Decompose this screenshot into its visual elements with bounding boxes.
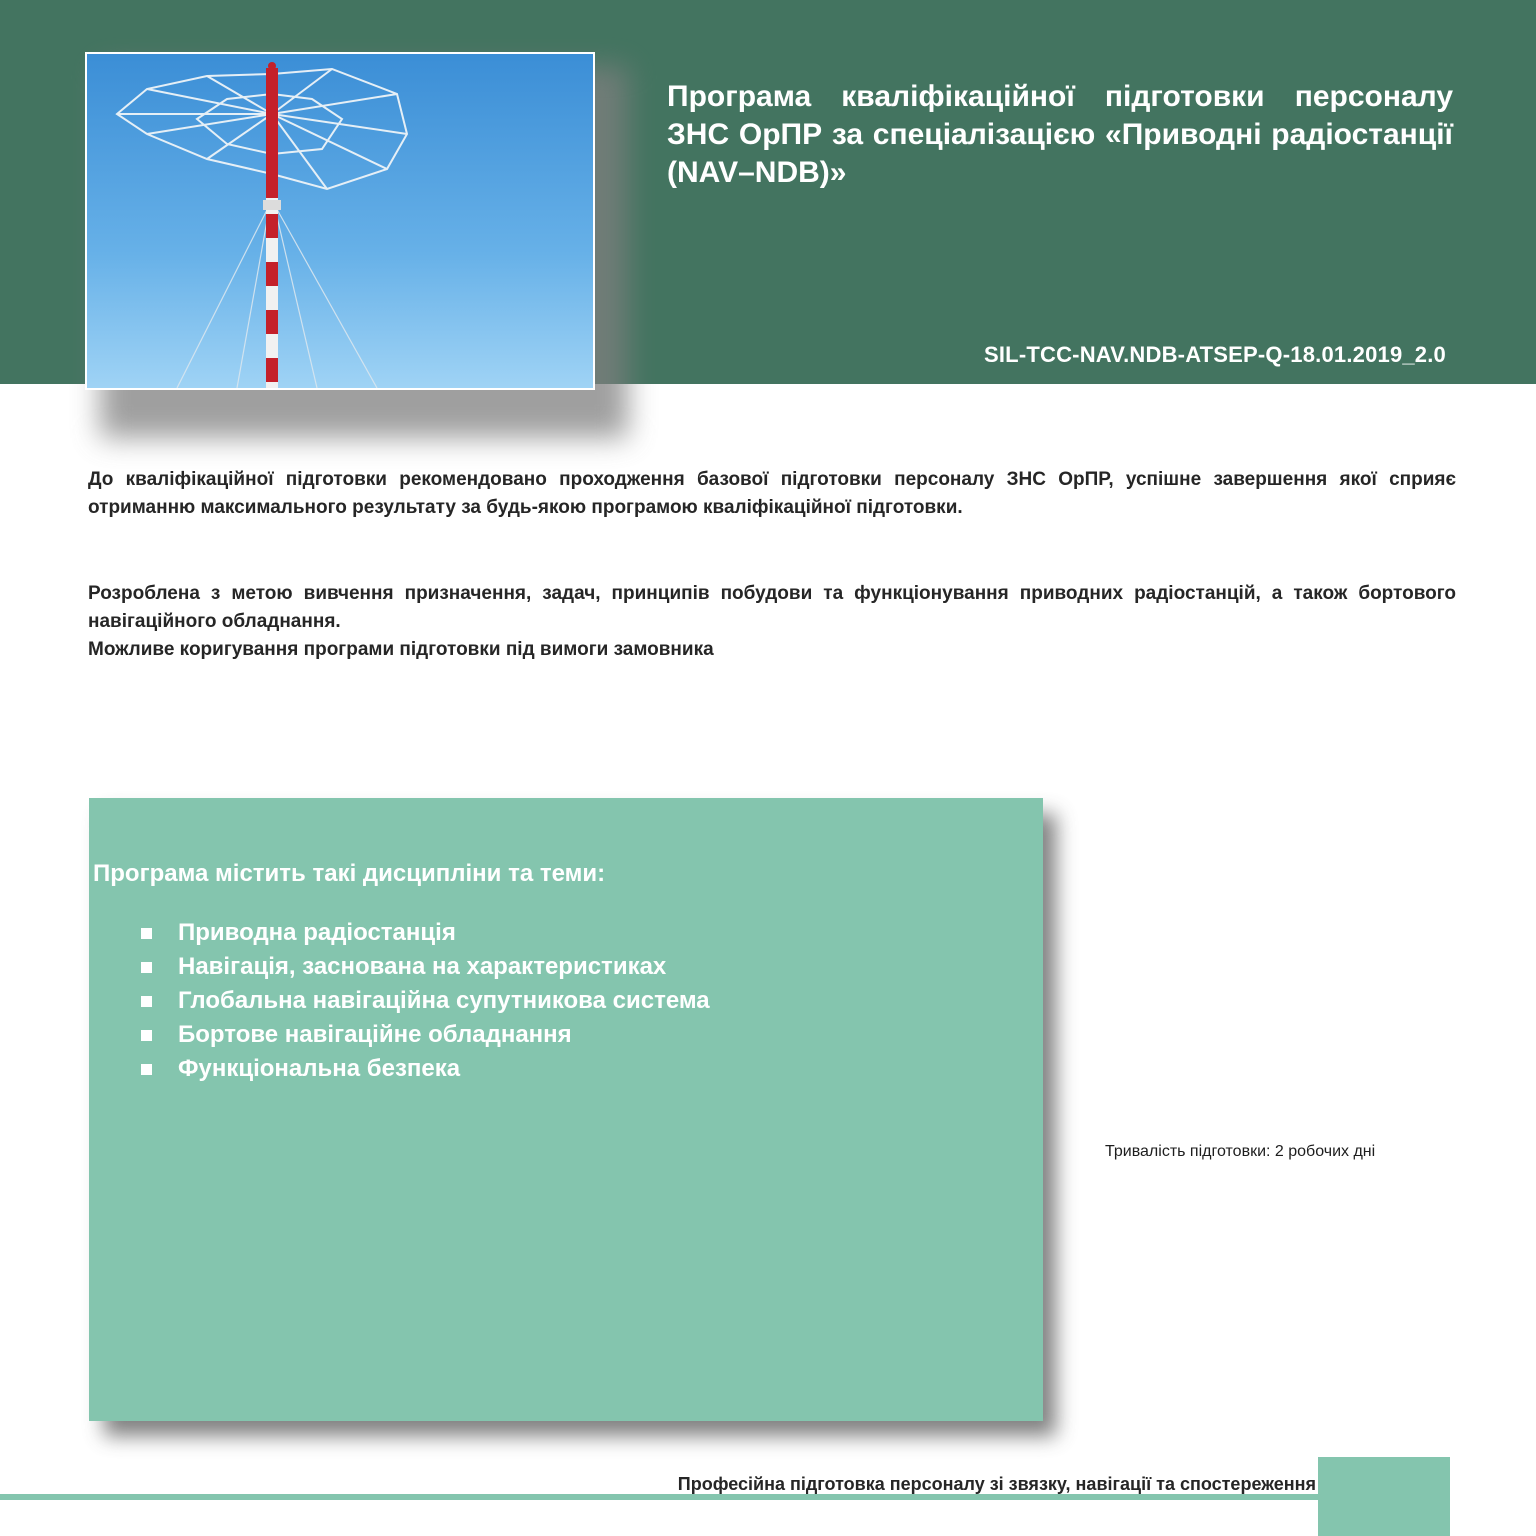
- list-item: [141, 950, 710, 984]
- topic-label: Приводна радіостанція: [178, 919, 456, 946]
- topic-label: Бортове навігаційне обладнання: [178, 1021, 572, 1048]
- square-bullet-icon: [141, 928, 152, 939]
- footer-caption: Професійна підготовка персоналу зі звязку, навігації та спостереження: [677, 1474, 1316, 1494]
- topic-label: Функціональна безпека: [178, 1055, 461, 1082]
- customization-note: Можливе коригування програми підготовки під вимоги замовника: [88, 639, 714, 660]
- ndb-antenna-photo: [85, 52, 595, 390]
- intro-paragraph: До кваліфікаційної підготовки рекомендовано проходження базової підготовки персоналу ЗНС ОрПР, успішне завершення якої сприяє отриманню максимального результату за будь-якою програмою кваліфікаційної підготовки.: [88, 469, 1456, 518]
- training-duration: Тривалість підготовки: 2 робочих дні: [1105, 1143, 1376, 1160]
- list-item: [141, 984, 710, 1018]
- document-code: SIL-TCC-NAV.NDB-ATSEP-Q-18.01.2019_2.0: [984, 342, 1446, 367]
- topic-label: Навігація, заснована на характеристиках: [178, 953, 667, 980]
- description-paragraph: Розроблена з метою вивчення призначення, задач, принципів побудови та функціонування приводних радіостанцій, а також бортового навігаційного обладнання.: [88, 583, 1456, 632]
- description-block: [88, 580, 1456, 664]
- program-box: [89, 798, 1043, 1421]
- square-bullet-icon: [141, 1030, 152, 1041]
- list-item: [141, 1052, 710, 1086]
- page-title: Програма кваліфікаційної підготовки персоналу ЗНС ОрПР за спеціалізацією «Приводні радіостанції (NAV–NDB)»: [667, 80, 1453, 189]
- topic-list: [141, 916, 710, 1086]
- square-bullet-icon: [141, 996, 152, 1007]
- topic-label: Глобальна навігаційна супутникова система: [178, 987, 710, 1014]
- list-item: [141, 1018, 710, 1052]
- footer-accent-block: [1318, 1457, 1450, 1536]
- square-bullet-icon: [141, 962, 152, 973]
- list-item: [141, 916, 710, 950]
- square-bullet-icon: [141, 1064, 152, 1075]
- program-heading: Програма містить такі дисципліни та теми:: [93, 860, 606, 887]
